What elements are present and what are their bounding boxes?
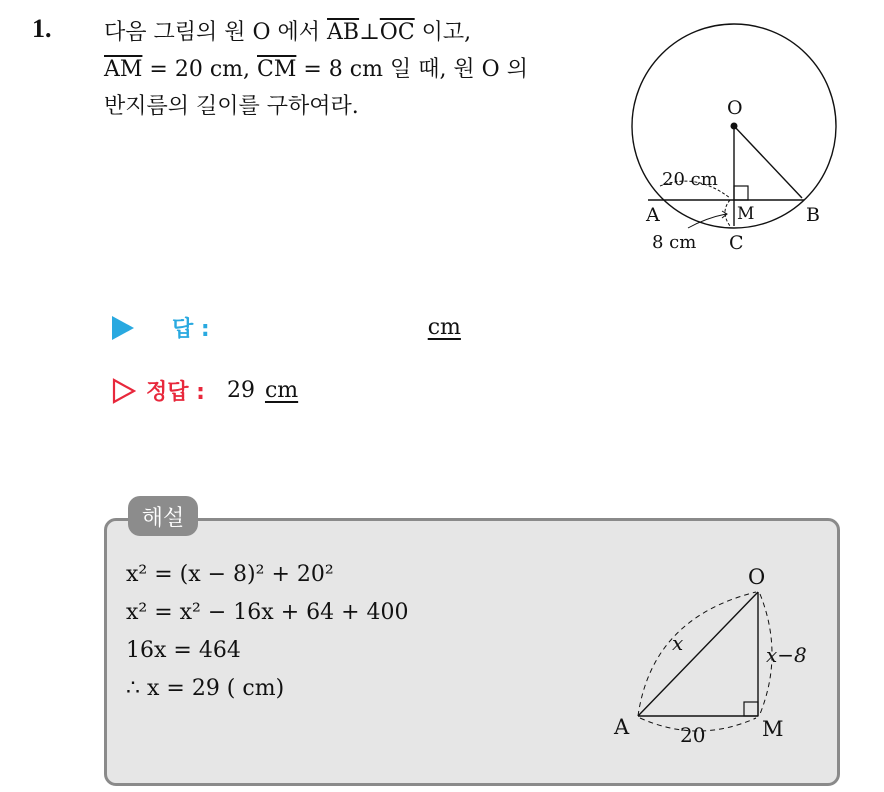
question-text bbox=[104, 14, 584, 125]
perpendicular-symbol: ⊥ bbox=[359, 20, 380, 45]
segment-am: $\overline{AM}$ bbox=[104, 57, 143, 82]
label-o: O bbox=[727, 97, 743, 119]
question-line-1-tail: 이고, bbox=[414, 20, 472, 45]
circle-figure bbox=[626, 22, 846, 262]
answer-row bbox=[112, 312, 461, 343]
answer-unit[interactable]: cm bbox=[427, 315, 461, 340]
explanation-tab: 해설 bbox=[128, 496, 198, 536]
segment-oc: $\overline{OC}$ bbox=[379, 20, 415, 45]
label-a-2: A bbox=[614, 715, 630, 739]
label-m: M bbox=[737, 204, 755, 224]
label-20cm: 20 cm bbox=[662, 169, 718, 190]
question-line-3: 반지름의 길이를 구하여라. bbox=[104, 94, 359, 119]
question-line-2-mid: = 20 cm, bbox=[142, 57, 257, 82]
explanation-line-4: ∴ x = 29 ( cm) bbox=[126, 676, 285, 701]
question-line-2-tail: = 8 cm 일 때, 원 O 의 bbox=[296, 57, 528, 82]
correct-unit: cm bbox=[264, 378, 299, 403]
label-20: 20 bbox=[680, 723, 706, 747]
label-c: C bbox=[729, 232, 744, 254]
label-b: B bbox=[806, 204, 820, 226]
leader-line bbox=[688, 214, 726, 228]
explanation-line-3: 16x = 464 bbox=[126, 638, 241, 663]
radius-ob bbox=[734, 126, 802, 198]
explanation-lines bbox=[126, 556, 409, 708]
answer-label: 답 : bbox=[172, 317, 210, 342]
hypotenuse-ao bbox=[638, 592, 758, 716]
label-m-2: M bbox=[762, 717, 784, 741]
segment-ab: $\overline{AB}$ bbox=[327, 20, 360, 45]
explanation-line-1: x² = (x − 8)² + 20² bbox=[126, 562, 334, 587]
label-x-minus-8: x−8 bbox=[766, 643, 807, 667]
correct-answer-row bbox=[112, 375, 298, 406]
question-line-1-text: 다음 그림의 원 O 에서 bbox=[104, 20, 328, 45]
correct-value: 29 bbox=[226, 378, 255, 403]
segment-cm: $\overline{CM}$ bbox=[257, 57, 297, 82]
question-line-1 bbox=[104, 14, 584, 51]
right-angle-mark-2 bbox=[744, 702, 758, 716]
filled-triangle-icon bbox=[112, 316, 134, 340]
label-8cm: 8 cm bbox=[652, 232, 697, 253]
outline-triangle-icon bbox=[112, 378, 136, 404]
question-number: 1. bbox=[32, 14, 52, 43]
label-a: A bbox=[646, 204, 660, 226]
label-x: x bbox=[672, 631, 684, 655]
right-angle-mark bbox=[734, 186, 748, 200]
triangle-figure bbox=[608, 558, 828, 748]
correct-label: 정답 : bbox=[146, 380, 205, 405]
center-point bbox=[731, 123, 738, 130]
label-o-2: O bbox=[748, 565, 766, 589]
question-line-2 bbox=[104, 51, 584, 88]
explanation-line-2: x² = x² − 16x + 64 + 400 bbox=[126, 600, 409, 625]
